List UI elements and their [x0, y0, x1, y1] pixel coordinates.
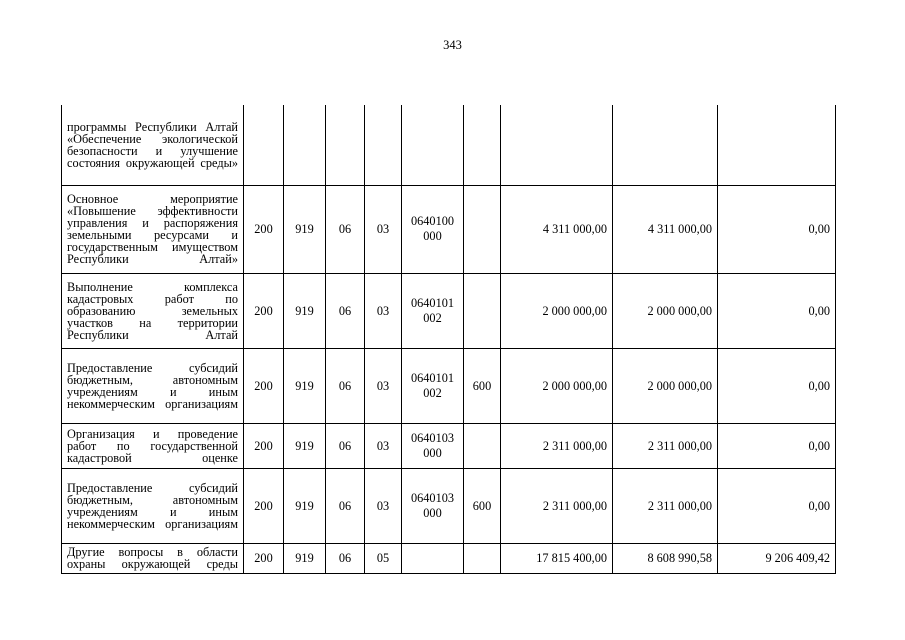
cell-ministry-code: 919	[284, 348, 326, 423]
cell-ministry-code: 919	[284, 468, 326, 543]
cell-amount-2: 2 311 000,00	[613, 423, 718, 468]
cell-target-article	[402, 105, 464, 185]
cell-admin-code: 200	[244, 543, 284, 573]
cell-amount-2: 2 000 000,00	[613, 273, 718, 348]
cell-expense-type	[464, 185, 501, 273]
cell-amount-1: 2 000 000,00	[501, 273, 613, 348]
row-name: Предоставление субсидий бюджетным, автономным учреждениям и иным некоммерческим организациям	[62, 348, 244, 423]
cell-amount-1: 2 311 000,00	[501, 468, 613, 543]
table-row	[62, 423, 836, 468]
cell-section: 06	[326, 423, 365, 468]
cell-ministry-code: 919	[284, 185, 326, 273]
table-row	[62, 543, 836, 573]
table-row	[62, 348, 836, 423]
table-row	[62, 273, 836, 348]
cell-amount-2: 2 311 000,00	[613, 468, 718, 543]
table-row	[62, 185, 836, 273]
row-name: программы Республики Алтай «Обеспечение экологической безопасности и улучшение состояния окружающей среды»	[62, 105, 244, 185]
cell-expense-type: 600	[464, 468, 501, 543]
row-name: Выполнение комплекса кадастровых работ по образованию земельных участков на территории Республики Алтай	[62, 273, 244, 348]
cell-ministry-code	[284, 105, 326, 185]
cell-section: 06	[326, 273, 365, 348]
cell-subsection	[365, 105, 402, 185]
cell-ministry-code: 919	[284, 273, 326, 348]
row-name: Основное мероприятие «Повышение эффективности управления и распоряжения земельными ресурсами и государственным имуществом Республики Алтай»	[62, 185, 244, 273]
cell-amount-3: 0,00	[718, 468, 836, 543]
cell-target-article: 0640103 000	[402, 423, 464, 468]
cell-subsection: 03	[365, 423, 402, 468]
cell-amount-3: 0,00	[718, 185, 836, 273]
cell-admin-code: 200	[244, 185, 284, 273]
cell-amount-1: 4 311 000,00	[501, 185, 613, 273]
cell-target-article	[402, 543, 464, 573]
table-row	[62, 105, 836, 185]
cell-admin-code: 200	[244, 348, 284, 423]
cell-amount-1	[501, 105, 613, 185]
cell-amount-3: 9 206 409,42	[718, 543, 836, 573]
cell-section: 06	[326, 185, 365, 273]
cell-expense-type	[464, 105, 501, 185]
cell-amount-2: 2 000 000,00	[613, 348, 718, 423]
row-name: Предоставление субсидий бюджетным, автономным учреждениям и иным некоммерческим организациям	[62, 468, 244, 543]
cell-admin-code	[244, 105, 284, 185]
cell-amount-1: 2 311 000,00	[501, 423, 613, 468]
cell-amount-3: 0,00	[718, 423, 836, 468]
cell-amount-3: 0,00	[718, 348, 836, 423]
row-name: Другие вопросы в области охраны окружающей среды	[62, 543, 244, 573]
cell-expense-type: 600	[464, 348, 501, 423]
cell-amount-3	[718, 105, 836, 185]
cell-subsection: 03	[365, 273, 402, 348]
cell-subsection: 05	[365, 543, 402, 573]
table-row	[62, 468, 836, 543]
cell-target-article: 0640100 000	[402, 185, 464, 273]
cell-target-article: 0640103 000	[402, 468, 464, 543]
cell-expense-type	[464, 543, 501, 573]
cell-section: 06	[326, 468, 365, 543]
cell-subsection: 03	[365, 468, 402, 543]
cell-section: 06	[326, 348, 365, 423]
cell-ministry-code: 919	[284, 423, 326, 468]
cell-target-article: 0640101 002	[402, 273, 464, 348]
cell-section	[326, 105, 365, 185]
cell-subsection: 03	[365, 185, 402, 273]
cell-amount-2: 4 311 000,00	[613, 185, 718, 273]
cell-admin-code: 200	[244, 423, 284, 468]
cell-amount-2: 8 608 990,58	[613, 543, 718, 573]
cell-subsection: 03	[365, 348, 402, 423]
page-number: 343	[443, 38, 462, 52]
cell-expense-type	[464, 423, 501, 468]
cell-amount-2	[613, 105, 718, 185]
cell-amount-1: 2 000 000,00	[501, 348, 613, 423]
cell-section: 06	[326, 543, 365, 573]
cell-amount-1: 17 815 400,00	[501, 543, 613, 573]
cell-amount-3: 0,00	[718, 273, 836, 348]
cell-admin-code: 200	[244, 273, 284, 348]
cell-ministry-code: 919	[284, 543, 326, 573]
row-name: Организация и проведение работ по государственной кадастровой оценке	[62, 423, 244, 468]
budget-table	[61, 105, 836, 574]
cell-expense-type	[464, 273, 501, 348]
cell-target-article: 0640101 002	[402, 348, 464, 423]
cell-admin-code: 200	[244, 468, 284, 543]
